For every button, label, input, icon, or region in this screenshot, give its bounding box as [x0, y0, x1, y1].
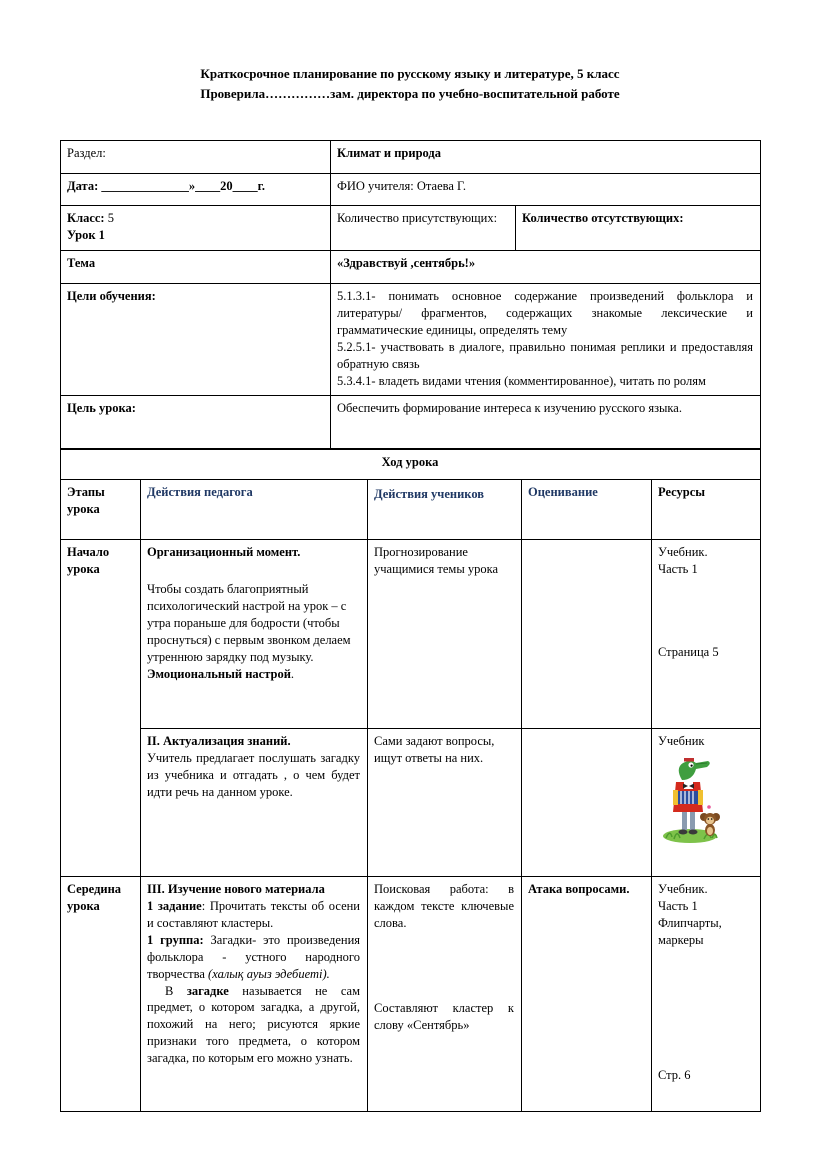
- actualization-heading: II. Актуализация знаний.: [147, 734, 291, 749]
- org-moment-heading: Организационный момент.: [147, 545, 301, 560]
- cluster-text: Составляют кластер к слову «Сентябрь»: [374, 1000, 514, 1032]
- task-text: : Прочитать тексты об осени и составляют кластеры.: [147, 899, 360, 931]
- stage-start-label: Начало урока: [67, 545, 110, 577]
- resources-middle-cell: [652, 877, 761, 1112]
- teacher-label: ФИО учителя:: [337, 179, 414, 194]
- student-actions-forecast-cell: [368, 540, 522, 729]
- goal-value: Обеспечить формирование интереса к изучению русского языка.: [337, 401, 682, 416]
- theme-value: «Здравствуй ,сентябрь!»: [337, 256, 476, 271]
- stage-middle-cell: [61, 877, 141, 1112]
- task-label: 1 задание: [147, 899, 202, 914]
- teacher-actions-new-material-cell: [141, 877, 368, 1112]
- title-line-2: Проверила……………зам. директора по учебно-воспитательной работе: [200, 86, 620, 102]
- spacer: [147, 561, 360, 581]
- objectives-value-cell: [331, 284, 761, 396]
- table-row: [61, 877, 761, 1112]
- course-title-cell: [61, 450, 761, 480]
- riddle-lead: В: [165, 983, 187, 998]
- lesson-course-table: [60, 449, 761, 1112]
- present-cell: [331, 206, 516, 251]
- resource-part: Часть 1: [658, 562, 698, 577]
- class-label: Класс:: [67, 211, 105, 226]
- stage-start-cell: [61, 540, 141, 877]
- header-student-cell: [368, 480, 522, 540]
- resource-page: Стр. 6: [658, 1067, 691, 1082]
- table-row: [61, 174, 761, 206]
- student-actions-search-cell: [368, 877, 522, 1112]
- class-value: 5: [107, 211, 114, 226]
- teacher-actions-actualization-cell: [141, 729, 368, 877]
- resources-part1-cell: [652, 540, 761, 729]
- group-text: Загадки- это произведения фольклора - устного народного творчества: [147, 932, 361, 981]
- emotional-mood-line: [147, 666, 360, 683]
- table-header-row: [61, 480, 761, 540]
- task-paragraph: [147, 898, 360, 932]
- theme-value-cell: [331, 251, 761, 284]
- header-teacher-cell: [141, 480, 368, 540]
- actualization-text: Учитель предлагает послушать загадку из учебника и отгадать , о чем будет идти речь на данном уроке.: [147, 751, 360, 799]
- group-label: 1 группа:: [147, 932, 204, 947]
- table-row: [61, 251, 761, 284]
- emotional-mood: Эмоциональный настрой: [147, 666, 291, 681]
- lesson-info-table: [60, 140, 761, 449]
- org-moment-text: Чтобы создать благоприятный психологический настрой на урок – с утра пораньше для бодрости (чтобы проснуться) с первым звонком делаем утреннюю зарядку под музыку.: [147, 582, 351, 664]
- date-cell: [61, 174, 331, 206]
- section-label: Раздел:: [67, 146, 106, 161]
- section-label-cell: [61, 141, 331, 174]
- student-forecast-text: Прогнозирование учащимися темы урока: [374, 545, 499, 577]
- header-teacher-actions: Действия педагога: [147, 485, 253, 500]
- assessment-attack-cell: [522, 877, 652, 1112]
- class-cell: [61, 206, 331, 251]
- objective-1: 5.1.3.1- понимать основное содержание произведений фольклора и литературы/ фрагментов, содержащих знакомые лексические и грамматические единицы, определять тему: [337, 289, 753, 338]
- assessment-empty-cell: [522, 729, 652, 877]
- document-title: [60, 64, 760, 104]
- present-label: Количество присутствующих:: [337, 211, 498, 226]
- assessment-attack-text: Атака вопросами.: [528, 882, 630, 897]
- table-row: [61, 450, 761, 480]
- header-resources-cell: [652, 480, 761, 540]
- table-row: [61, 729, 761, 877]
- objective-3: 5.3.4.1- владеть видами чтения (комментированное), читать по ролям: [337, 373, 706, 388]
- theme-label-cell: [61, 251, 331, 284]
- section-value-cell: [331, 141, 761, 174]
- emotional-mood-period: .: [290, 666, 295, 681]
- header-assessment: Оценивание: [528, 485, 598, 500]
- resource-part: Часть 1: [658, 899, 698, 914]
- absent-label: Количество отсутствующих:: [522, 211, 684, 226]
- course-title: Ход урока: [381, 455, 439, 470]
- absent-cell: [516, 206, 761, 251]
- resource-book: Учебник: [658, 734, 705, 749]
- new-material-heading: III. Изучение нового материала: [147, 882, 325, 897]
- header-resources: Ресурсы: [658, 485, 706, 500]
- objective-2: 5.2.5.1- участвовать в диалоге, правильно понимая реплики и предоставляя обратную связь: [337, 339, 753, 371]
- search-work-text: Поисковая работа: в каждом тексте ключевые слова.: [374, 882, 514, 931]
- table-row: [61, 206, 761, 251]
- student-actions-questions-cell: [368, 729, 522, 877]
- table-row: [61, 141, 761, 174]
- theme-label: Тема: [67, 256, 96, 271]
- assessment-empty-cell: [522, 540, 652, 729]
- teacher-actions-org-moment-cell: [141, 540, 368, 729]
- riddle-paragraph: [147, 983, 360, 1067]
- riddle-text: называется не сам предмет, о котором загадка, а другой, похожий на него; рисуются яркие признаки того предмета, о котором загадка, по которым его можно узнать.: [147, 983, 361, 1066]
- objectives-label: Цели обучения:: [67, 289, 156, 304]
- resource-book: Учебник.: [658, 545, 708, 560]
- objectives-label-cell: [61, 284, 331, 396]
- goal-value-cell: [331, 396, 761, 449]
- header-stage: Этапы урока: [67, 485, 105, 517]
- section-value: Климат и природа: [337, 146, 441, 161]
- resource-flipcharts: Флипчарты, маркеры: [658, 916, 722, 947]
- goal-label: Цель урока:: [67, 401, 136, 416]
- resources-part2-cell: [652, 729, 761, 877]
- table-row: [61, 396, 761, 449]
- header-assessment-cell: [522, 480, 652, 540]
- date-label: Дата: ______________»____20____г.: [67, 179, 265, 194]
- resource-page: Страница 5: [658, 645, 719, 660]
- goal-label-cell: [61, 396, 331, 449]
- riddle-bold-word: загадке: [186, 983, 229, 998]
- stage-middle-label: Середина урока: [67, 882, 122, 914]
- teacher-value: Отаева Г.: [416, 179, 466, 194]
- table-row: [61, 540, 761, 729]
- crocodile-gena-cheburashka-illustration: [662, 758, 720, 844]
- group-kazakh-text: (халық ауыз эдебиеті).: [208, 966, 330, 981]
- header-student-actions: Действия учеников: [374, 487, 485, 502]
- group-paragraph: [147, 932, 360, 983]
- resource-book: Учебник.: [658, 882, 708, 897]
- header-stage-cell: [61, 480, 141, 540]
- title-line-1: Краткосрочное планирование по русскому языку и литературе, 5 класс: [200, 66, 620, 81]
- student-questions-text: Сами задают вопросы, ищут ответы на них.: [374, 734, 495, 766]
- lesson-number: Урок 1: [67, 228, 105, 243]
- teacher-cell: [331, 174, 761, 206]
- table-row: [61, 284, 761, 396]
